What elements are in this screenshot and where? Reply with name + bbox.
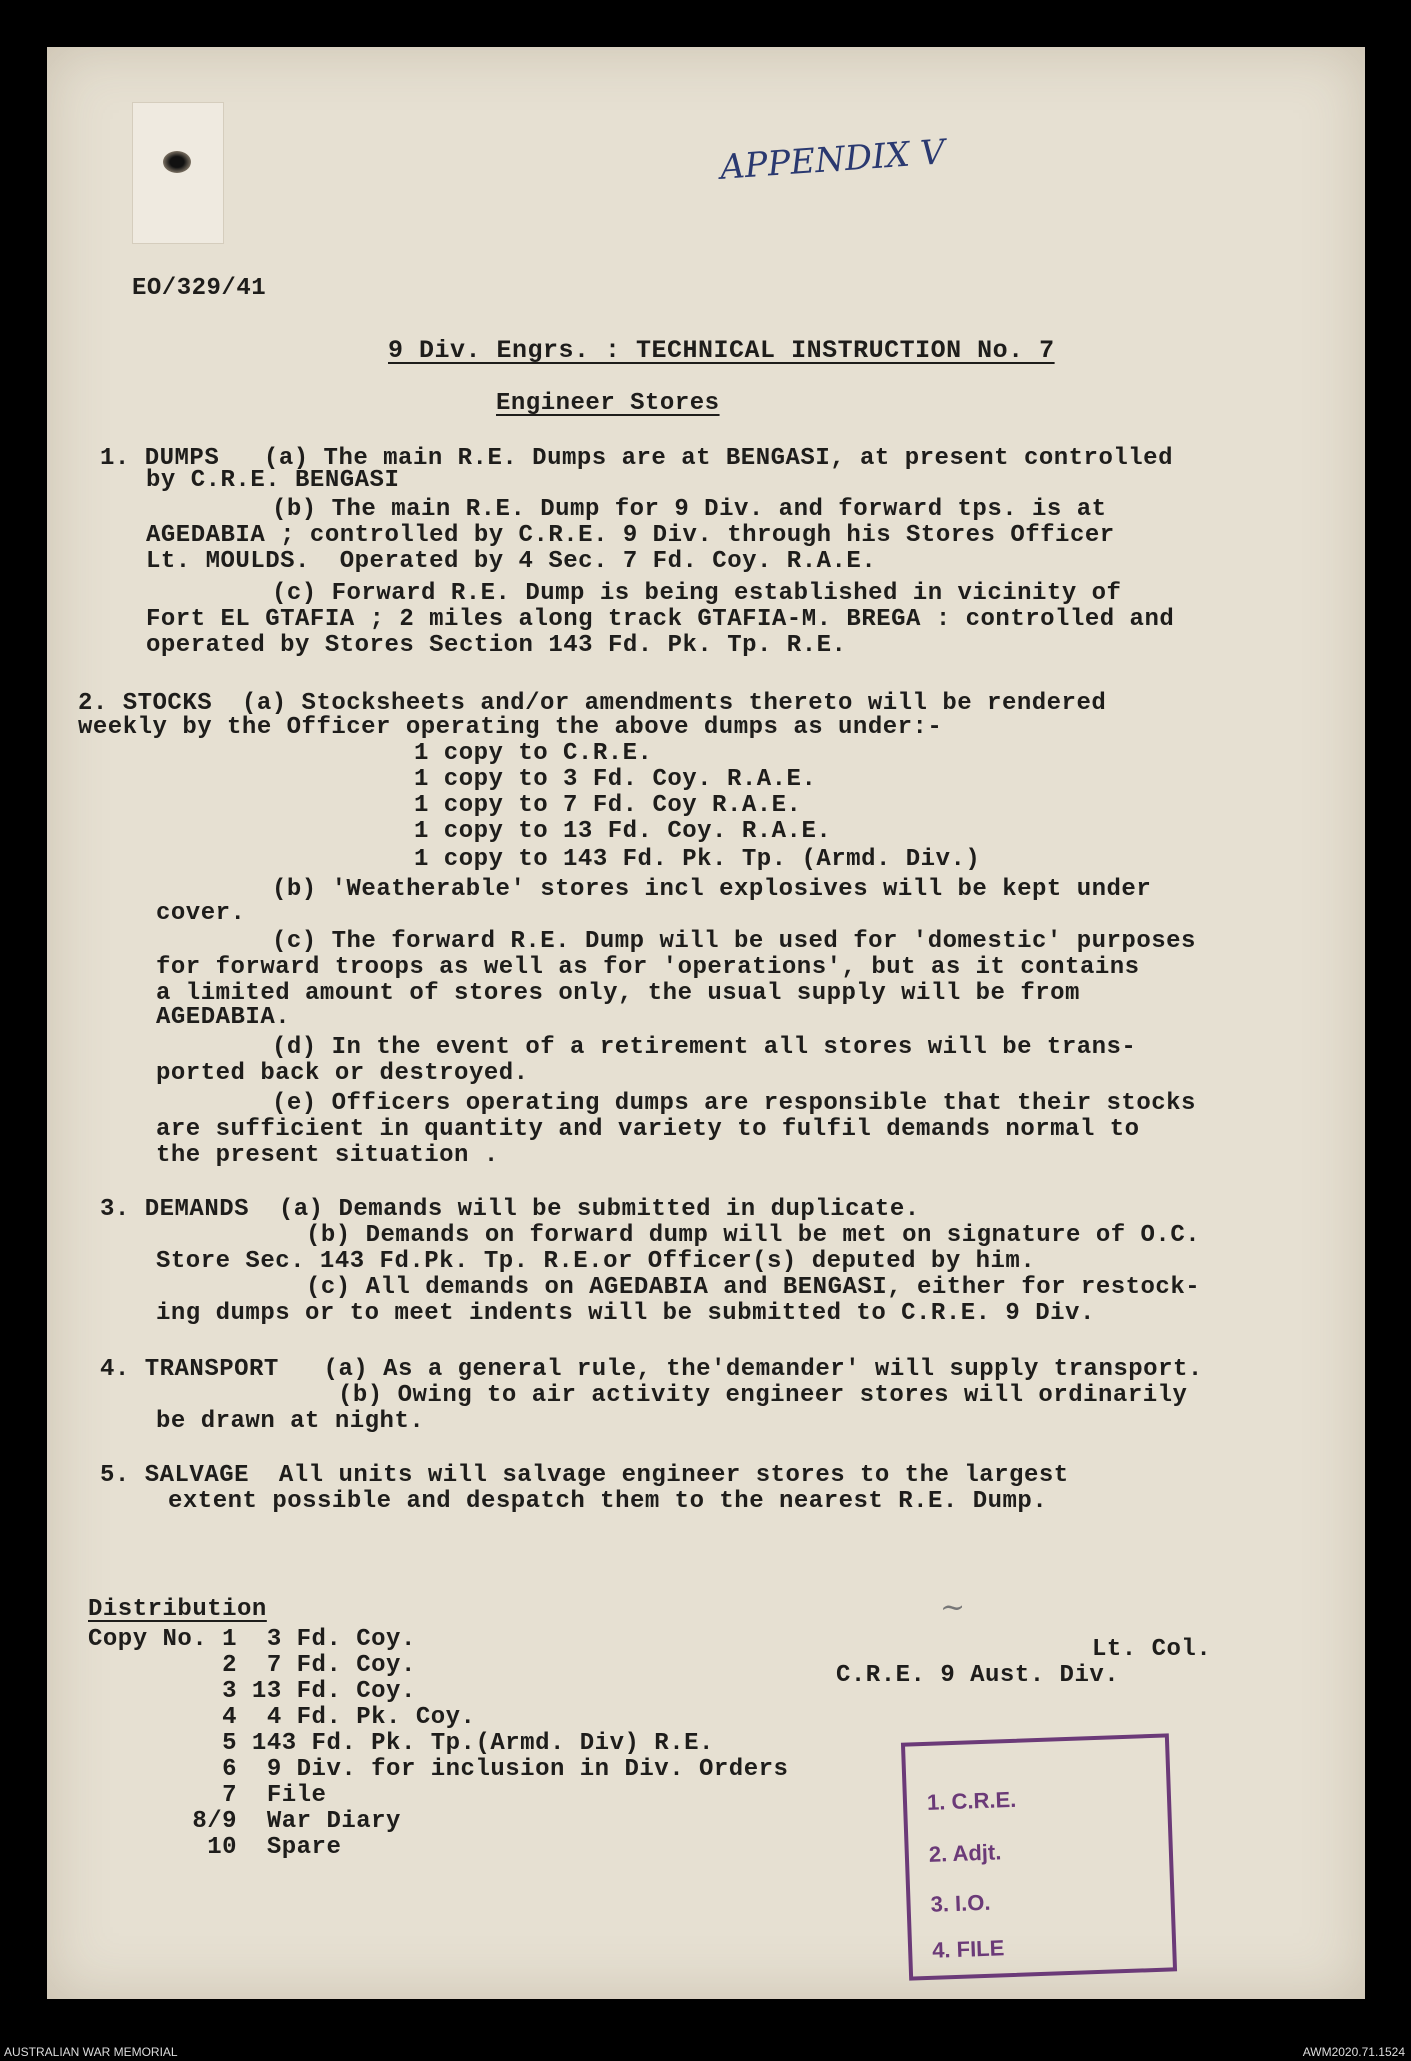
para-5-cont: extent possible and despatch them to the nearest R.E. Dump. xyxy=(168,1488,1048,1515)
para-3b-cont: Store Sec. 143 Fd.Pk. Tp. R.E.or Officer(s) deputed by him. xyxy=(156,1248,1036,1275)
appendix-note: APPENDIX V xyxy=(718,132,947,188)
footer-credit: AUSTRALIAN WAR MEMORIAL xyxy=(4,2045,178,2059)
para-1b: (b) The main R.E. Dump for 9 Div. and forward tps. is at xyxy=(272,496,1107,523)
distribution-row: 5 143 Fd. Pk. Tp.(Armd. Div) R.E. xyxy=(88,1730,714,1757)
copy-line-2: 1 copy to 3 Fd. Coy. R.A.E. xyxy=(414,766,817,793)
para-2b: (b) 'Weatherable' stores incl explosives will be kept under xyxy=(272,876,1152,903)
para-2a: 2. STOCKS (a) Stocksheets and/or amendments thereto will be rendered xyxy=(78,690,1107,717)
para-1c: (c) Forward R.E. Dump is being established in vicinity of xyxy=(272,580,1122,607)
para-2e-cont2: the present situation . xyxy=(156,1142,499,1169)
para-2a-cont: weekly by the Officer operating the above dumps as under:- xyxy=(78,714,943,741)
stamp-line: 3. I.O. xyxy=(930,1889,991,1917)
signatory-rank: Lt. Col. xyxy=(1092,1636,1212,1663)
distribution-row: 8/9 War Diary xyxy=(88,1808,401,1835)
para-5: 5. SALVAGE All units will salvage engineer stores to the largest xyxy=(100,1462,1069,1489)
distribution-row: 6 9 Div. for inclusion in Div. Orders xyxy=(88,1756,789,1783)
para-2e-cont: are sufficient in quantity and variety to fulfil demands normal to xyxy=(156,1116,1140,1143)
distribution-heading: Distribution xyxy=(88,1596,267,1623)
para-1b-cont2: Lt. MOULDS. Operated by 4 Sec. 7 Fd. Coy. R.A.E. xyxy=(146,548,877,575)
para-2e: (e) Officers operating dumps are responsible that their stocks xyxy=(272,1090,1196,1117)
para-2b-cont: cover. xyxy=(156,900,246,927)
distribution-row: 3 13 Fd. Coy. xyxy=(88,1678,416,1705)
routing-stamp xyxy=(901,1733,1177,1980)
para-2c-cont: for forward troops as well as for 'operations', but as it contains xyxy=(156,954,1140,981)
distribution-row: 4 4 Fd. Pk. Coy. xyxy=(88,1704,476,1731)
para-1b-cont: AGEDABIA ; controlled by C.R.E. 9 Div. through his Stores Officer xyxy=(146,522,1115,549)
copy-line-4: 1 copy to 13 Fd. Coy. R.A.E. xyxy=(414,818,832,845)
document-title: 9 Div. Engrs. : TECHNICAL INSTRUCTION No. 7 xyxy=(388,336,1055,365)
pin-tab xyxy=(132,102,224,244)
signature-scrawl: ~ xyxy=(940,1590,966,1625)
para-4b: (b) Owing to air activity engineer stores will ordinarily xyxy=(338,1382,1188,1409)
stamp-line: 1. C.R.E. xyxy=(926,1786,1017,1815)
copy-line-1: 1 copy to C.R.E. xyxy=(414,740,653,767)
para-3c-cont: ing dumps or to meet indents will be submitted to C.R.E. 9 Div. xyxy=(156,1300,1095,1327)
para-2c-cont3: AGEDABIA. xyxy=(156,1004,291,1031)
footer-accession: AWM2020.71.1524 xyxy=(1302,2045,1405,2059)
para-4a: 4. TRANSPORT (a) As a general rule, the'demander' will supply transport. xyxy=(100,1356,1203,1383)
para-2d-cont: ported back or destroyed. xyxy=(156,1060,529,1087)
distribution-row: Copy No. 1 3 Fd. Coy. xyxy=(88,1626,416,1653)
copy-line-3: 1 copy to 7 Fd. Coy R.A.E. xyxy=(414,792,802,819)
para-2d: (d) In the event of a retirement all stores will be trans- xyxy=(272,1034,1137,1061)
pin-hole xyxy=(163,151,191,173)
para-3a: 3. DEMANDS (a) Demands will be submitted in duplicate. xyxy=(100,1196,920,1223)
stamp-line: 4. FILE xyxy=(931,1935,1005,1963)
para-1c-cont2: operated by Stores Section 143 Fd. Pk. Tp. R.E. xyxy=(146,632,847,659)
para-1c-cont: Fort EL GTAFIA ; 2 miles along track GTAFIA-M. BREGA : controlled and xyxy=(146,606,1175,633)
reference-number: EO/329/41 xyxy=(132,275,267,302)
document-subtitle: Engineer Stores xyxy=(496,390,720,417)
para-3b: (b) Demands on forward dump will be met on signature of O.C. xyxy=(306,1222,1201,1249)
distribution-row: 2 7 Fd. Coy. xyxy=(88,1652,416,1679)
para-1a-cont: by C.R.E. BENGASI xyxy=(146,467,400,494)
copy-line-5: 1 copy to 143 Fd. Pk. Tp. (Armd. Div.) xyxy=(414,846,981,873)
para-4b-cont: be drawn at night. xyxy=(156,1408,425,1435)
distribution-row: 10 Spare xyxy=(88,1834,342,1861)
stamp-line: 2. Adjt. xyxy=(928,1839,1002,1867)
para-2c-cont2: a limited amount of stores only, the usual supply will be from xyxy=(156,980,1080,1007)
para-2c: (c) The forward R.E. Dump will be used for 'domestic' purposes xyxy=(272,928,1196,955)
para-1a: 1. DUMPS (a) The main R.E. Dumps are at BENGASI, at present controlled xyxy=(100,445,1173,472)
para-3c: (c) All demands on AGEDABIA and BENGASI, either for restock- xyxy=(306,1274,1201,1301)
signatory-title: C.R.E. 9 Aust. Div. xyxy=(836,1662,1120,1689)
distribution-row: 7 File xyxy=(88,1782,327,1809)
